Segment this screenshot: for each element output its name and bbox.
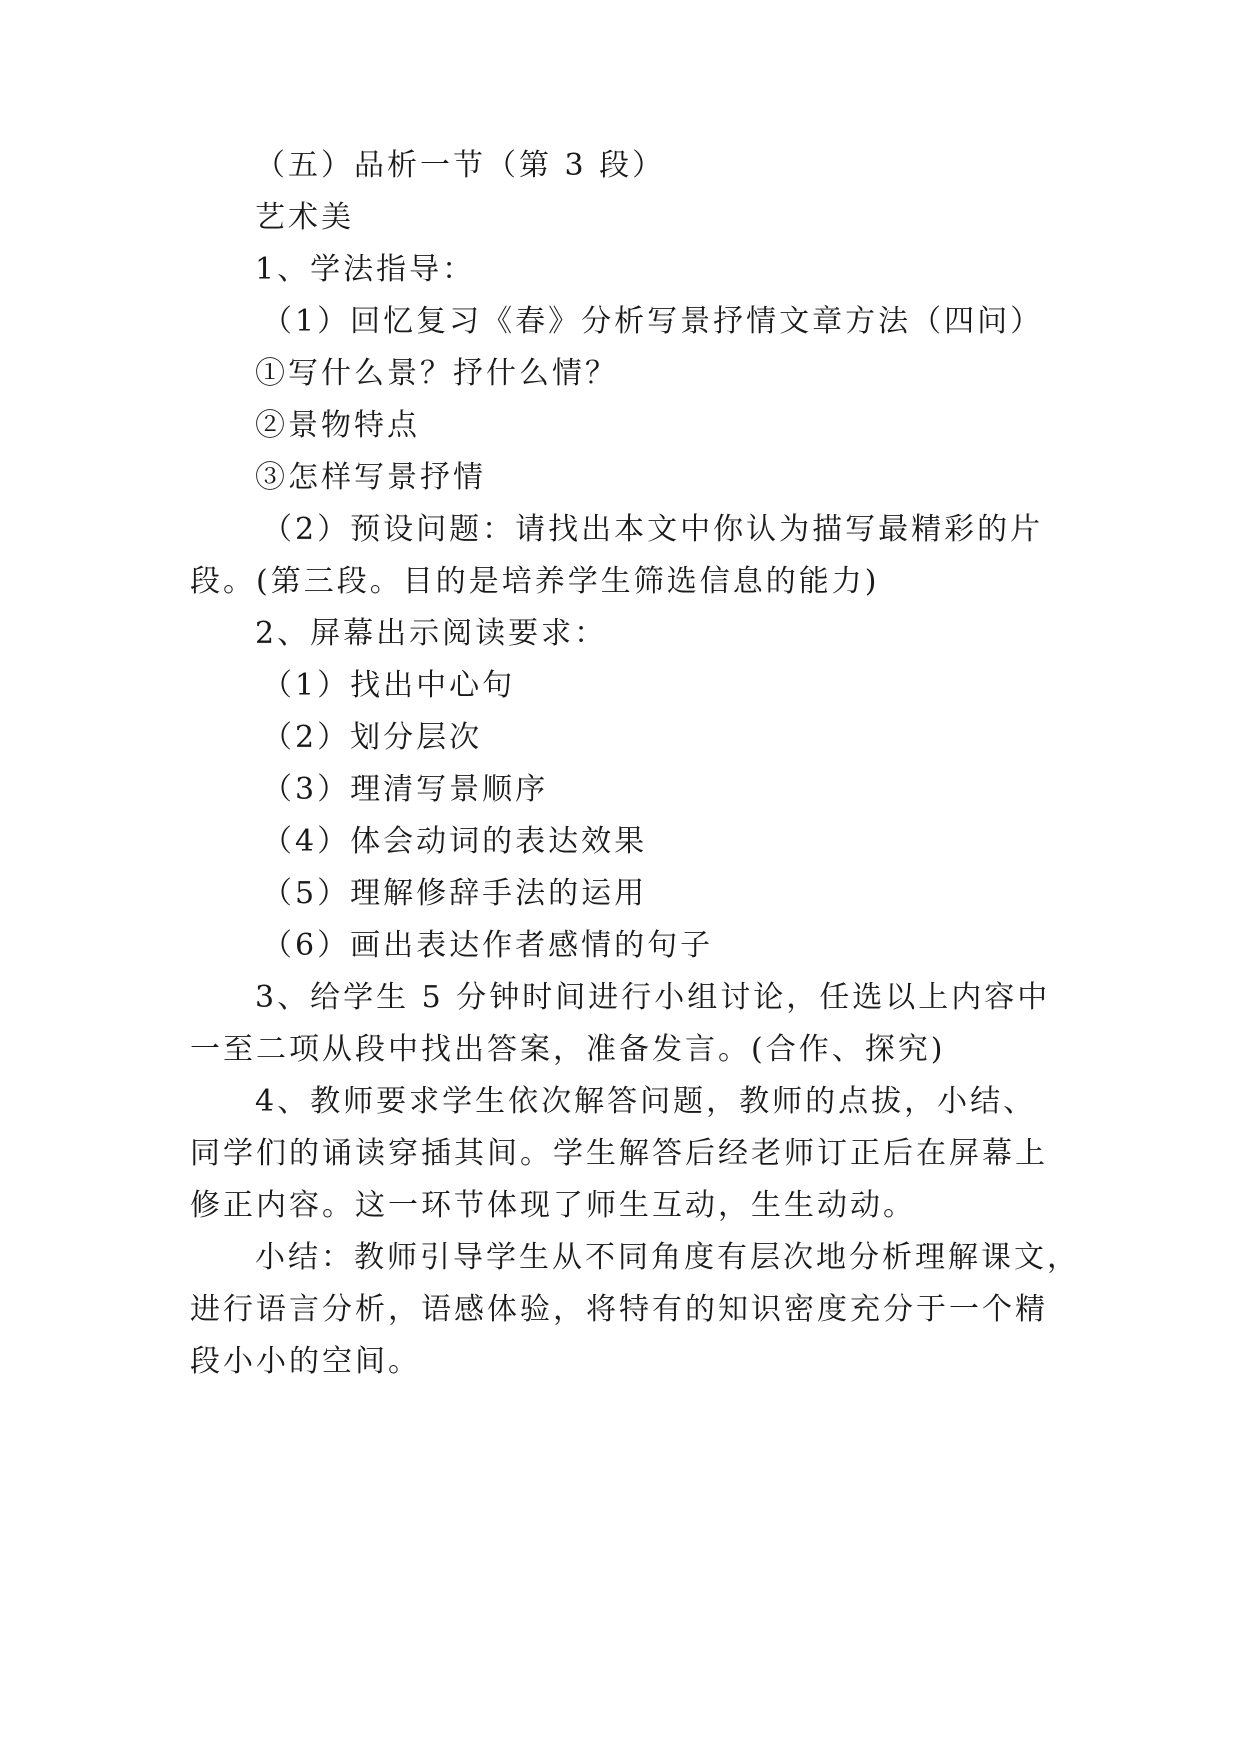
requirement-2: （2）划分层次 [262,720,483,755]
requirement-6: （6）画出表达作者感情的句子 [262,928,714,963]
subheading-art-beauty: 艺术美 [255,200,354,235]
item-4-continued-1: 同学们的诵读穿插其间。学生解答后经老师订正后在屏幕上 [190,1136,1048,1171]
summary-continued-1: 进行语言分析，语感体验，将特有的知识密度充分于一个精 [190,1292,1048,1327]
requirement-5: （5）理解修辞手法的运用 [262,876,648,911]
requirement-4: （4）体会动词的表达效果 [262,824,648,859]
item-3-continued: 一至二项从段中找出答案，准备发言。(合作、探究) [190,1032,946,1067]
requirement-3: （3）理清写景顺序 [262,772,549,807]
sub-item-2-continued: 段。(第三段。目的是培养学生筛选信息的能力) [190,564,880,599]
sub-item-1: （1）回忆复习《春》分析写景抒情文章方法（四问） [262,304,1044,339]
item-3: 3、给学生 5 分钟时间进行小组讨论，任选以上内容中 [255,980,1051,1015]
question-3: ③怎样写景抒情 [255,460,486,495]
item-4-continued-2: 修正内容。这一环节体现了师生互动，生生动动。 [190,1188,916,1223]
summary-continued-2: 段小小的空间。 [190,1344,421,1379]
question-2: ②景物特点 [255,408,420,443]
summary: 小结：教师引导学生从不同角度有层次地分析理解课文， [255,1240,1080,1275]
requirement-1: （1）找出中心句 [262,668,516,703]
question-1: ①写什么景？抒什么情？ [255,356,618,391]
item-heading-2: 2、屏幕出示阅读要求： [255,616,608,651]
item-4: 4、教师要求学生依次解答问题，教师的点拔，小结、 [255,1084,1037,1119]
section-heading: （五）品析一节（第 3 段） [255,148,666,183]
sub-item-2: （2）预设问题：请找出本文中你认为描写最精彩的片 [262,512,1044,547]
item-heading-1: 1、学法指导： [255,252,476,287]
